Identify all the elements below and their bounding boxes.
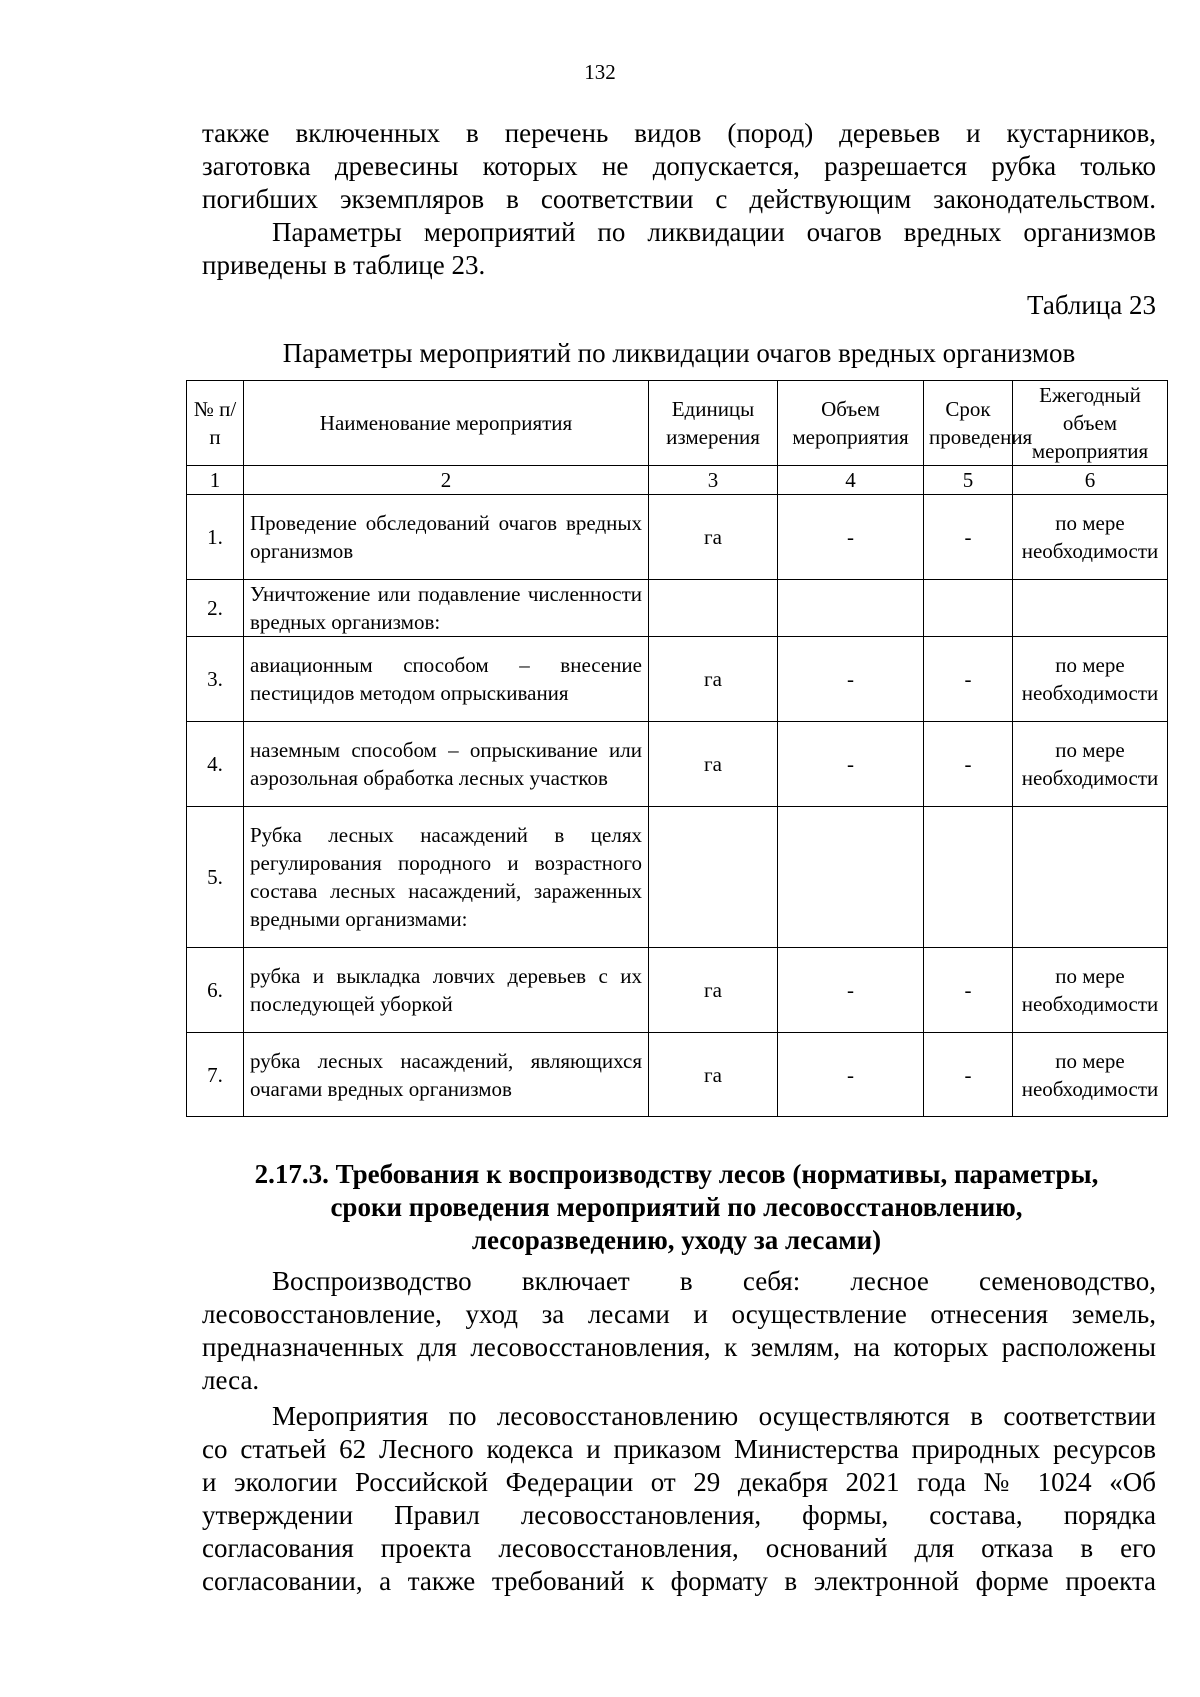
table-row [187,580,1168,637]
annual-volume-cell [1013,580,1168,637]
text-line: леса. [202,1365,260,1395]
row-number: 2. [187,580,244,637]
text-line: предназначенных для лесовосстановления, к землям, на которых расположены [202,1332,1156,1362]
text-line: со статьей 62 Лесного кодекса и приказом Министерства природных ресурсов [202,1434,1156,1464]
annual-volume-cell [1013,807,1168,948]
heading-line: 2.17.3. Требования к воспроизводству лесов (нормативы, параметры, [254,1159,1099,1189]
table-row [187,722,1168,807]
unit-cell: га [649,495,778,580]
annual-volume-cell: по мере необходимости [1013,948,1168,1033]
measure-name: рубка лесных насаждений, являющихся очагами вредных организмов [244,1033,649,1117]
annual-volume-cell: по мере необходимости [1013,1033,1168,1117]
text-line: Мероприятия по лесовосстановлению осуществляются в соответствии [272,1401,1156,1431]
table-row [187,1033,1168,1117]
row-number: 7. [187,1033,244,1117]
header-cell: Объем мероприятия [778,381,924,466]
text-line: и экологии Российской Федерации от 29 декабря 2021 года № 1024 «Об [202,1467,1156,1497]
heading-line: сроки проведения мероприятий по лесовосстановлению, [330,1192,1023,1222]
header-cell: Единицы измерения [649,381,778,466]
volume-cell [778,807,924,948]
volume-cell: - [778,1033,924,1117]
text-line: Воспроизводство включает в себя: лесное семеноводство, [272,1266,1156,1296]
term-cell [924,807,1013,948]
heading-line: лесоразведению, уходу за лесами) [471,1225,882,1255]
measure-name: Рубка лесных насаждений в целях регулирования породного и возрастного состава лесных насаждений, зараженных вредными организмами: [244,807,649,948]
term-cell: - [924,637,1013,722]
text-line: погибших экземпляров в соответствии с действующим законодательством. [202,184,1156,214]
annual-volume-cell: по мере необходимости [1013,495,1168,580]
reproduction-paragraph [202,1265,1156,1397]
column-number: 4 [778,466,924,495]
page-number: 132 [584,60,616,84]
measures-table [186,380,1168,1117]
text-line: также включенных в перечень видов (пород) деревьев и кустарников, [202,118,1156,148]
text-line: согласования проекта лесовосстановления, оснований для отказа в его [202,1533,1156,1563]
column-number: 1 [187,466,244,495]
unit-cell: га [649,637,778,722]
unit-cell [649,580,778,637]
column-number: 5 [924,466,1013,495]
table-header-row [187,381,1168,466]
text-line: Параметры мероприятий по ликвидации очагов вредных организмов [272,217,1156,247]
header-cell: Ежегодный объем мероприятия [1013,381,1168,466]
text-line: утверждении Правил лесовосстановления, формы, состава, порядка [202,1500,1156,1530]
row-number: 5. [187,807,244,948]
table-row [187,807,1168,948]
text-line: согласовании, а также требований к формату в электронной форме проекта [202,1566,1156,1596]
annual-volume-cell: по мере необходимости [1013,637,1168,722]
header-cell: № п/п [187,381,244,466]
measure-name: наземным способом – опрыскивание или аэрозольная обработка лесных участков [244,722,649,807]
table-row [187,495,1168,580]
volume-cell: - [778,637,924,722]
measure-name: рубка и выкладка ловчих деревьев с их последующей уборкой [244,948,649,1033]
reforestation-paragraph [202,1400,1156,1598]
column-number-row [187,466,1168,495]
volume-cell: - [778,948,924,1033]
table-caption: Таблица 23 [1027,290,1156,320]
volume-cell: - [778,722,924,807]
row-number: 6. [187,948,244,1033]
header-cell: Срок проведения [924,381,1013,466]
row-number: 3. [187,637,244,722]
header-cell: Наименование мероприятия [244,381,649,466]
unit-cell [649,807,778,948]
column-number: 3 [649,466,778,495]
section-heading [186,1158,1167,1257]
measure-name: авиационным способом – внесение пестицидов методом опрыскивания [244,637,649,722]
table-row [187,637,1168,722]
measure-name: Проведение обследований очагов вредных организмов [244,495,649,580]
column-number: 2 [244,466,649,495]
annual-volume-cell: по мере необходимости [1013,722,1168,807]
term-cell [924,580,1013,637]
table-row [187,948,1168,1033]
term-cell: - [924,495,1013,580]
table-reference-paragraph [202,216,1156,282]
text-line: лесовосстановление, уход за лесами и осуществление отнесения земель, [202,1299,1156,1329]
volume-cell [778,580,924,637]
term-cell: - [924,1033,1013,1117]
unit-cell: га [649,948,778,1033]
unit-cell: га [649,722,778,807]
intro-paragraph [202,117,1156,216]
table-title: Параметры мероприятий по ликвидации очагов вредных организмов [282,338,1076,368]
term-cell: - [924,722,1013,807]
column-number: 6 [1013,466,1168,495]
row-number: 4. [187,722,244,807]
term-cell: - [924,948,1013,1033]
unit-cell: га [649,1033,778,1117]
text-line: приведены в таблице 23. [202,250,486,280]
volume-cell: - [778,495,924,580]
measure-name: Уничтожение или подавление численности вредных организмов: [244,580,649,637]
row-number: 1. [187,495,244,580]
text-line: заготовка древесины которых не допускается, разрешается рубка только [202,151,1156,181]
